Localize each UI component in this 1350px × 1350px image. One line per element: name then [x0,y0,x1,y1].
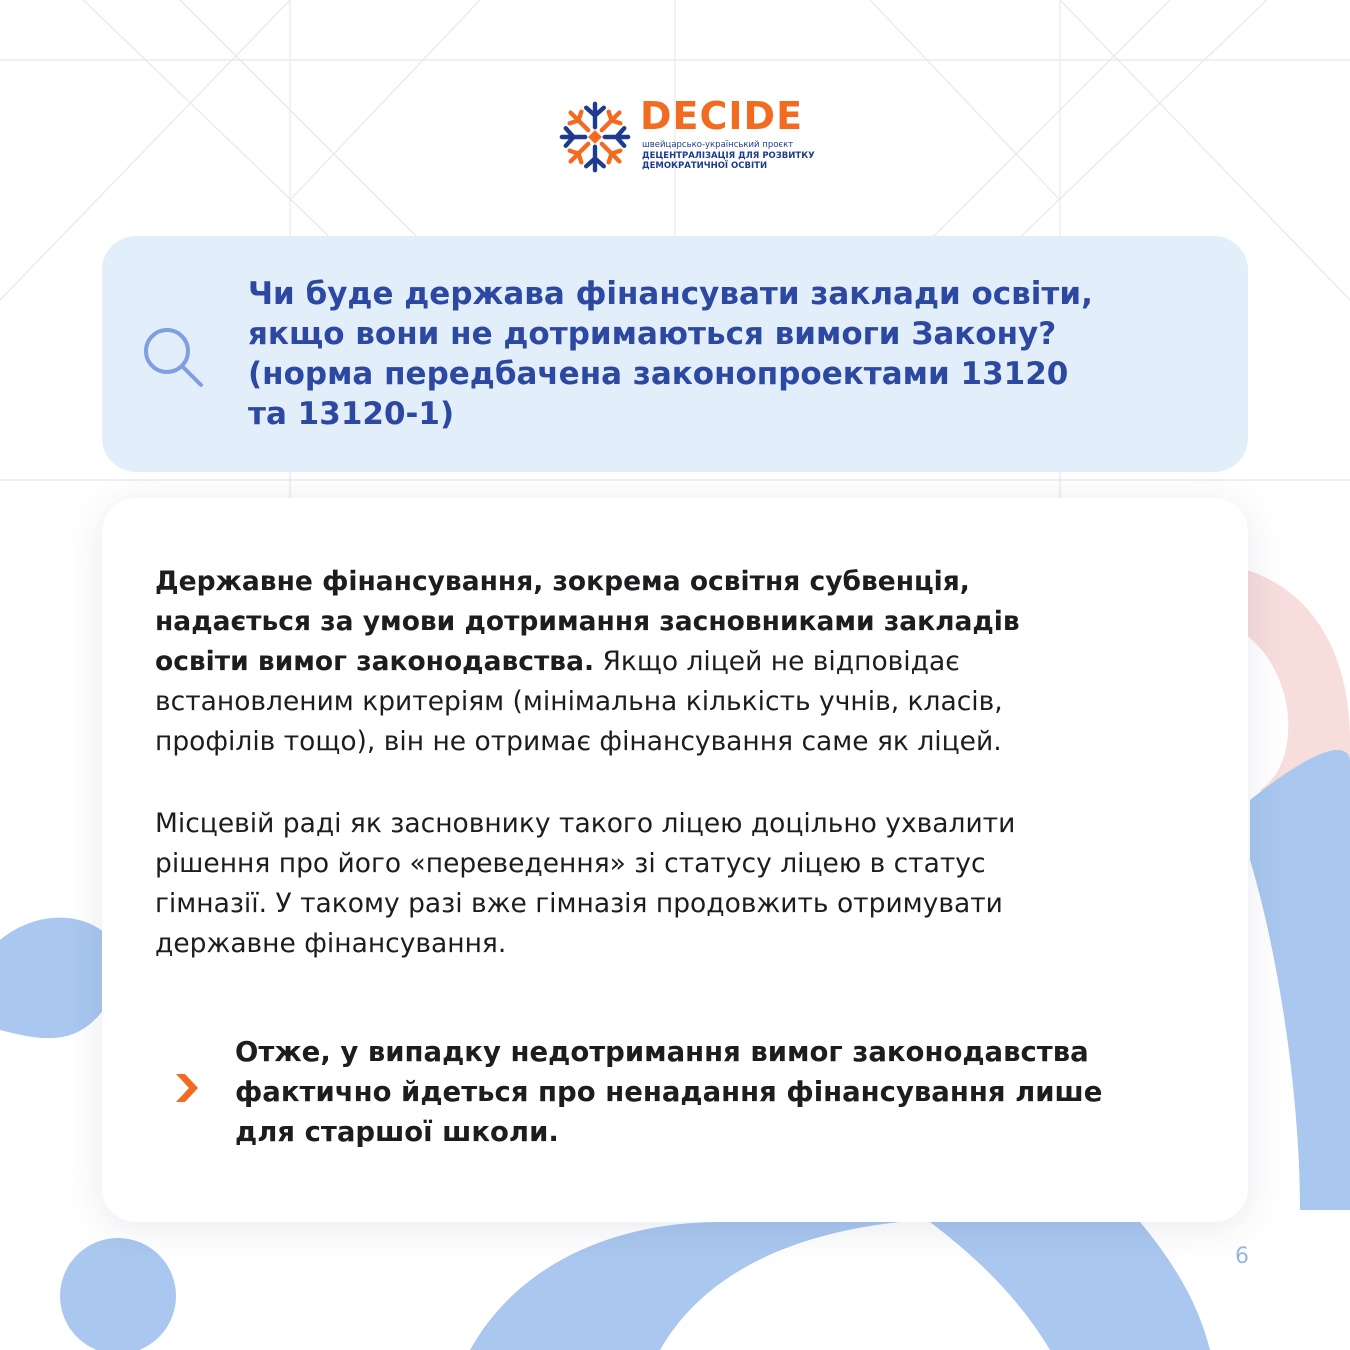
logo-subtitle-1: швейцарсько-український проєкт [642,140,794,150]
logo-wordmark: DECIDE [640,94,804,138]
answer-paragraph-2: Місцевій раді як засновнику такого ліцею доцільно ухвалити рішення про його «переведення» зі статусу ліцею в статус гімназії. У такому разі вже гімназія продовжить отримувати державне фінансування. [155,808,1016,959]
search-icon [140,324,206,390]
answer-paragraph-1-bold: Державне фінансування, зокрема освітня субвенція, надається за умови дотримання засновниками закладів освіти вимог законодавства. [155,566,1020,677]
chevron-right-icon [168,1070,204,1106]
logo-subtitle-2: ДЕЦЕНТРАЛІЗАЦІЯ ДЛЯ РОЗВИТКУ [642,151,815,161]
question-card [102,236,1248,472]
question-title: Чи буде держава фінансувати заклади освіти, якщо вони не дотримаються вимоги Закону? (норма передбачена законопроектами 13120 та 13120-1) [248,276,1093,432]
logo-subtitle-3: ДЕМОКРАТИЧНОЇ ОСВІТИ [642,161,768,171]
answer-card [102,498,1248,1222]
answer-paragraph-1 [155,562,1195,762]
answer-paragraph-1-rest: Якщо ліцей не відповідає встановленим критеріям (мінімальна кількість учнів, класів, профілів тощо), він не отримає фінансування саме як ліцей. [155,646,1003,757]
snowflake-logo-icon [556,98,634,176]
conclusion-text: Отже, у випадку недотримання вимог законодавства фактично йдеться про ненадання фінансування лише для старшої школи. [235,1036,1103,1148]
page-number: 6 [1235,1244,1249,1269]
decide-logo [556,94,815,178]
